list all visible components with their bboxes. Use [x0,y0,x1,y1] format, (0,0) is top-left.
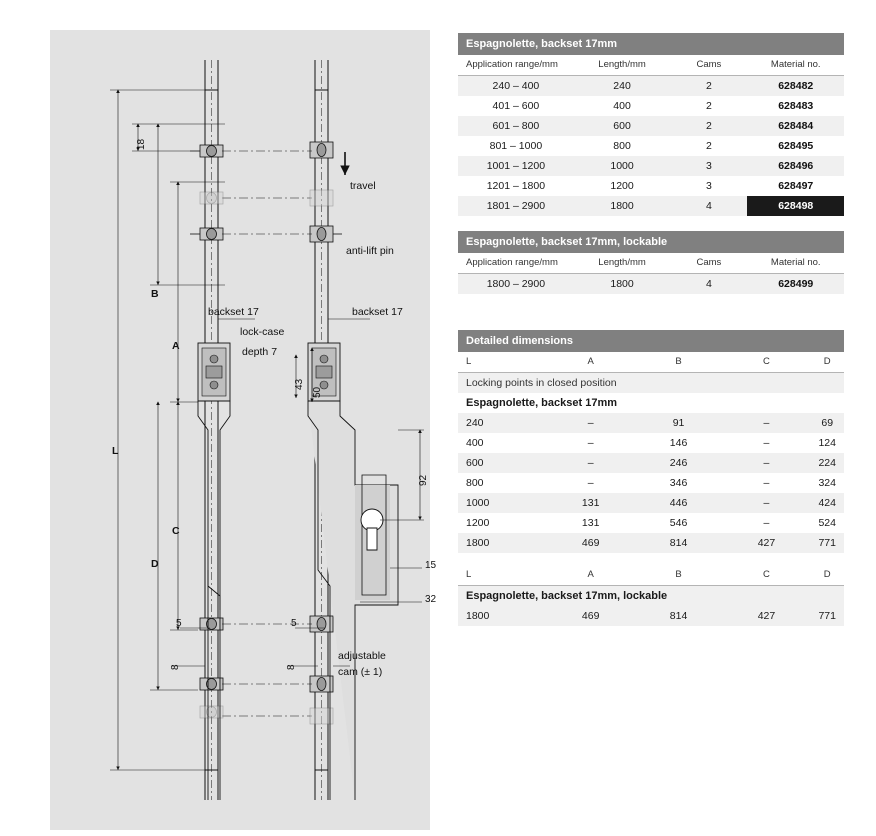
cell-L: 400 [458,433,547,453]
dim-43: 43 [294,378,305,390]
cell-material-no: 628496 [747,156,844,176]
dim-D: D [151,558,159,570]
label-depth: depth 7 [242,346,278,358]
cell-A: – [547,453,635,473]
header-L: L [458,352,547,373]
label-adjustable: adjustable [338,650,386,662]
dim-C: C [172,525,180,537]
header-C: C [723,565,811,586]
cell-C: – [723,473,811,493]
cell-range: 1800 – 2900 [458,274,574,295]
cell-B: 91 [635,413,723,433]
table-detailed-lockable-title-row [458,586,844,607]
cell-D: 324 [810,473,844,493]
cell-C: – [723,493,811,513]
table-detailed-lockable [458,565,844,626]
cell-C: – [723,413,811,433]
cell-A: – [547,473,635,493]
table-row [458,533,844,553]
cell-A: – [547,413,635,433]
cell-D: 771 [810,533,844,553]
cell-length: 1800 [574,196,671,216]
table-row [458,96,844,116]
dim-8-left: 8 [170,664,181,670]
cell-material-no: 628495 [747,136,844,156]
header-B: B [635,352,723,373]
header-length: Length/mm [574,55,671,76]
table-row [458,274,844,295]
cell-range: 1001 – 1200 [458,156,574,176]
table-detailed-subtitle: Espagnolette, backset 17mm [458,393,844,413]
cell-B: 446 [635,493,723,513]
cell-cams: 2 [670,116,747,136]
table-detailed-dimensions [458,330,844,553]
dim-8-right: 8 [286,664,297,670]
dim-5-right: 5 [291,618,297,629]
table-row [458,413,844,433]
technical-drawing-panel [50,30,437,830]
cell-cams: 4 [670,196,747,216]
cell-D: 69 [810,413,844,433]
header-application-range: Application range/mm [458,253,574,274]
label-adjustable-cam: cam (± 1) [338,666,383,678]
cell-cams: 2 [670,136,747,156]
label-lock-case: lock-case [240,326,285,338]
cell-range: 1801 – 2900 [458,196,574,216]
table-header-row [458,253,844,274]
cell-B: 346 [635,473,723,493]
table-row [458,453,844,473]
label-backset-right: backset 17 [352,306,403,318]
cell-material-no: 628482 [747,76,844,97]
header-cams: Cams [670,253,747,274]
cell-B: 146 [635,433,723,453]
table-espagnolette [458,33,844,216]
table-row [458,136,844,156]
cell-L: 1800 [458,533,547,553]
cell-material-no: 628483 [747,96,844,116]
cell-C: – [723,433,811,453]
cell-L: 1200 [458,513,547,533]
dim-A: A [172,340,180,352]
header-D: D [810,565,844,586]
header-A: A [547,565,635,586]
cell-L: 600 [458,453,547,473]
table-header-row [458,565,844,586]
cell-length: 1200 [574,176,671,196]
cell-material-no: 628497 [747,176,844,196]
cell-B: 814 [635,606,723,626]
cell-C: 427 [723,533,811,553]
dim-15: 15 [425,560,437,571]
table-header-row [458,55,844,76]
cell-C: 427 [723,606,811,626]
cell-range: 240 – 400 [458,76,574,97]
dim-L: L [112,445,119,457]
cell-D: 124 [810,433,844,453]
cell-L: 1800 [458,606,547,626]
table-detailed-note-row [458,373,844,394]
cell-L: 1000 [458,493,547,513]
dim-18: 18 [136,138,147,150]
cell-A: 469 [547,533,635,553]
cell-A: 131 [547,513,635,533]
cell-A: 131 [547,493,635,513]
cell-B: 814 [635,533,723,553]
cell-material-no: 628484 [747,116,844,136]
cell-A: – [547,433,635,453]
table-header-row [458,352,844,373]
cell-cams: 4 [670,274,747,295]
table-row [458,76,844,97]
cell-cams: 3 [670,156,747,176]
table-row [458,176,844,196]
dim-32: 32 [425,594,437,605]
header-length: Length/mm [574,253,671,274]
dim-B: B [151,288,159,300]
cell-cams: 3 [670,176,747,196]
cell-range: 401 – 600 [458,96,574,116]
cell-L: 800 [458,473,547,493]
cell-length: 1000 [574,156,671,176]
cell-material-no-highlighted: 628498 [747,196,844,216]
dim-92: 92 [418,474,429,486]
table-row-selected [458,196,844,216]
cell-D: 224 [810,453,844,473]
cell-length: 400 [574,96,671,116]
header-D: D [810,352,844,373]
cell-A: 469 [547,606,635,626]
table-row [458,473,844,493]
cell-length: 800 [574,136,671,156]
cell-C: – [723,453,811,473]
table-lockable-title: Espagnolette, backset 17mm, lockable [458,231,844,253]
table-espagnolette-lockable [458,231,844,294]
dim-5-left: 5 [176,618,182,629]
cell-range: 601 – 800 [458,116,574,136]
cell-range: 1201 – 1800 [458,176,574,196]
cell-material-no: 628499 [747,274,844,295]
table-row [458,156,844,176]
table-detailed-subtitle-row [458,393,844,413]
cell-L: 240 [458,413,547,433]
header-material-no: Material no. [747,253,844,274]
cell-range: 801 – 1000 [458,136,574,156]
cell-D: 771 [810,606,844,626]
cell-cams: 2 [670,96,747,116]
cell-C: – [723,513,811,533]
header-cams: Cams [670,55,747,76]
cell-length: 600 [574,116,671,136]
header-C: C [723,352,811,373]
cell-length: 240 [574,76,671,97]
label-anti-lift-pin: anti-lift pin [346,245,394,257]
table-detailed-note: Locking points in closed position [458,373,844,394]
cell-length: 1800 [574,274,671,295]
cell-B: 546 [635,513,723,533]
table-espagnolette-title: Espagnolette, backset 17mm [458,33,844,55]
table-detailed-lockable-title: Espagnolette, backset 17mm, lockable [458,586,844,607]
cell-B: 246 [635,453,723,473]
espagnolette-drawing [50,30,430,830]
header-material-no: Material no. [747,55,844,76]
label-travel: travel [350,180,376,192]
dim-50: 50 [312,386,323,398]
label-backset-left: backset 17 [208,306,259,318]
table-row [458,493,844,513]
header-L: L [458,565,547,586]
table-row [458,433,844,453]
table-detailed-title: Detailed dimensions [458,330,844,352]
header-application-range: Application range/mm [458,55,574,76]
table-row [458,513,844,533]
header-B: B [635,565,723,586]
cell-cams: 2 [670,76,747,97]
cell-D: 424 [810,493,844,513]
cell-D: 524 [810,513,844,533]
table-row [458,606,844,626]
table-row [458,116,844,136]
header-A: A [547,352,635,373]
